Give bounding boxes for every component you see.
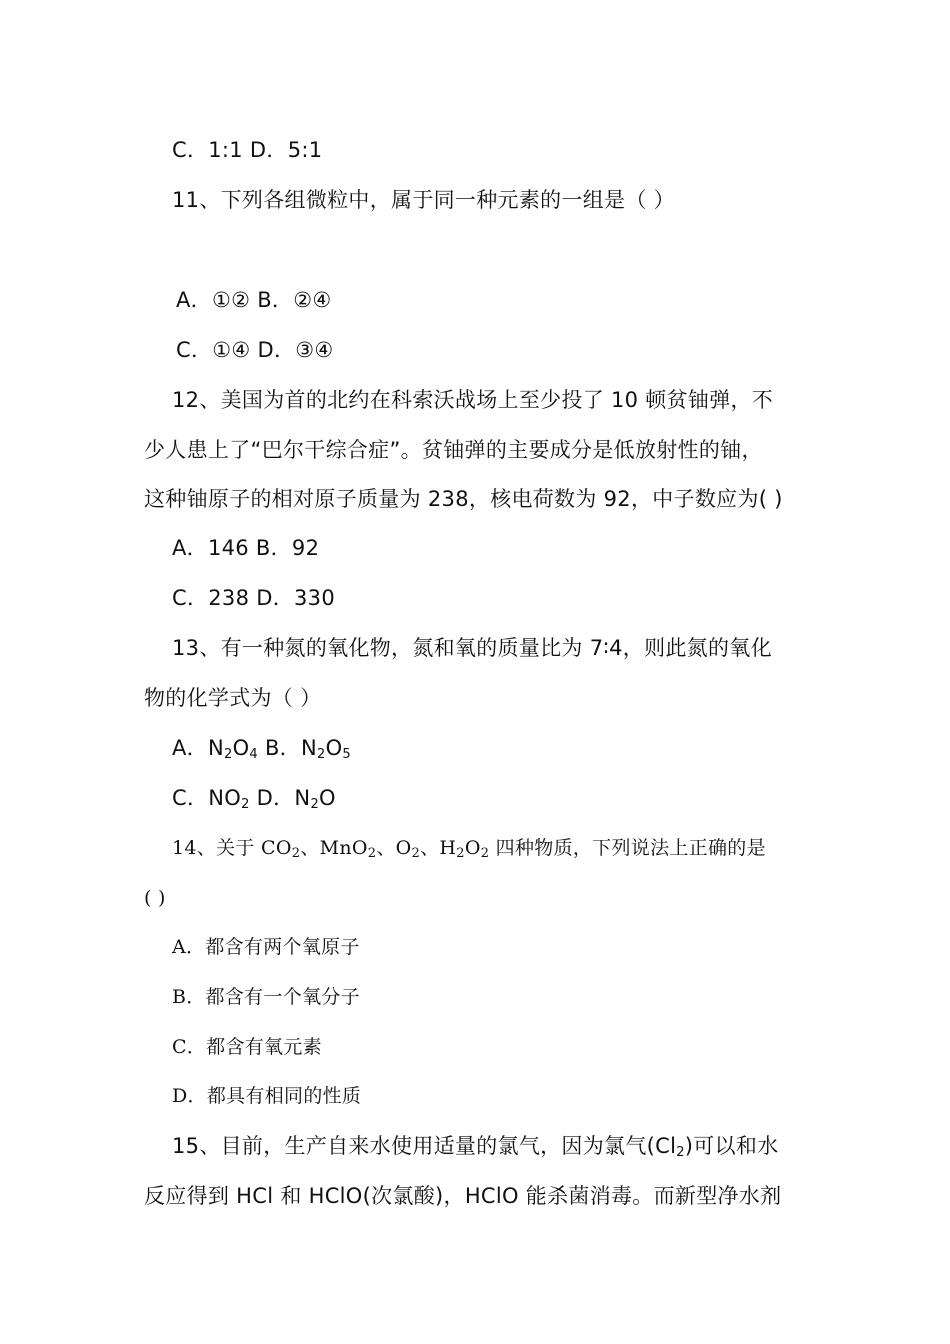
q11-stem: 11、下列各组微粒中，属于同一种元素的一组是（ ） [172, 188, 675, 212]
q12-options-cd: C．238 D．330 [172, 586, 335, 610]
q14-option-a: A．都含有两个氧原子 [172, 936, 360, 958]
q11-options-ab: A．①② B．②④ [176, 288, 332, 312]
q12-options-ab: A．146 B．92 [172, 536, 320, 560]
q14-stem-line2: ( ) [144, 887, 166, 909]
q10-options-cd: C．1:1 D．5:1 [172, 138, 323, 162]
q12-stem-line1: 12、美国为首的北约在科索沃战场上至少投了 10 顿贫铀弹，不 [172, 388, 774, 412]
q12-stem-line3: 这种铀原子的相对原子质量为 238，核电荷数为 92，中子数应为( ) [144, 487, 783, 511]
q14-option-c: C．都含有氧元素 [172, 1036, 322, 1058]
q14-option-b: B．都含有一个氧分子 [172, 986, 360, 1008]
q13-options-ab: A．$N_2O_4$ B．$N_2O_5$ [172, 736, 351, 762]
q13-stem-line2: 物的化学式为（ ） [144, 686, 322, 710]
q15-stem-line1: 15、目前，生产自来水使用适量的氯气，因为氯气$(Cl_2)$可以和水 [172, 1134, 779, 1160]
q14-stem-line1: 14、关于 $CO_2$、MnO$_2$、$O_2$、$H_2O_2$ 四种物质，下列说法上正确的是 [172, 837, 766, 861]
q13-stem-line1: 13、有一种氮的氧化物，氮和氧的质量比为 7∶4，则此氮的氧化 [172, 636, 772, 660]
q12-stem-line2: 少人患上了“巴尔干综合症”。贫铀弹的主要成分是低放射性的铀， [144, 438, 763, 462]
q15-stem-line2: 反应得到 HCl 和 HClO(次氯酸)，HClO 能杀菌消毒。而新型净水剂 [144, 1184, 782, 1208]
q14-option-d: D．都具有相同的性质 [172, 1085, 362, 1107]
q11-options-cd: C．①④ D．③④ [176, 338, 334, 362]
q13-options-cd: C．$NO_2$ D．$N_2O$ [172, 786, 336, 812]
